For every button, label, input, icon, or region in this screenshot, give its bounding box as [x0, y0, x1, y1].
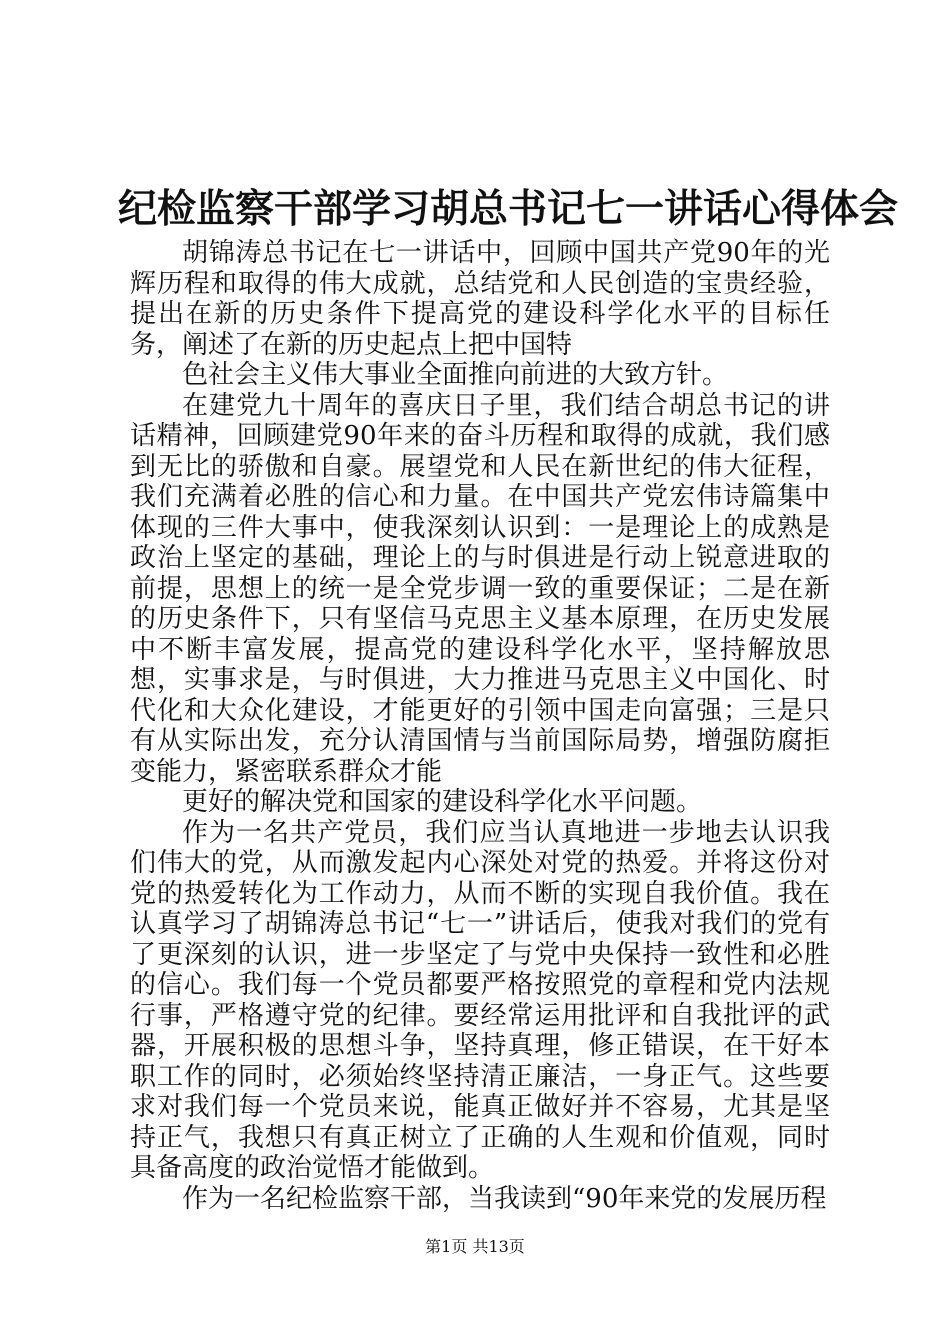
document-body: [130, 238, 830, 1214]
paragraph: 在建党九十周年的喜庆日子里，我们结合胡总书记的讲话精神，回顾建党90年来的奋斗历程和取得的成就，我们感到无比的骄傲和自豪。展望党和人民在新世纪的伟大征程，我们充满着必胜的信心和力量。在中国共产党宏伟诗篇集中体现的三件大事中，使我深刻认识到：一是理论上的成熟是政治上坚定的基础，理论上的与时俱进是行动上锐意进取的前提，思想上的统一是全党步调一致的重要保证；二是在新的历史条件下，只有坚信马克思主义基本原理，在历史发展中不断丰富发展，提高党的建设科学化水平，坚持解放思想，实事求是，与时俱进，大力推进马克思主义中国化、时代化和大众化建设，才能更好的引领中国走向富强；三是只有从实际出发，充分认清国情与当前国际局势，增强防腐拒变能力，紧密联系群众才能: [130, 390, 830, 787]
paragraph: 更好的解决党和国家的建设科学化水平问题。: [182, 787, 703, 817]
paragraph: 胡锦涛总书记在七一讲话中，回顾中国共产党90年的光辉历程和取得的伟大成就，总结党和人民创造的宝贵经验，提出在新的历史条件下提高党的建设科学化水平的目标任务，阐述了在新的历史起点上把中国特: [130, 238, 830, 360]
paragraph: 色社会主义伟大事业全面推向前进的大致方针。: [182, 360, 729, 390]
page-footer: 第1页 共13页: [425, 1237, 525, 1256]
paragraph: 作为一名共产党员，我们应当认真地进一步地去认识我们伟大的党，从而激发起内心深处对党的热爱。并将这份对党的热爱转化为工作动力，从而不断的实现自我价值。我在认真学习了胡锦涛总书记“七一”讲话后，使我对我们的党有了更深刻的认识，进一步坚定了与党中央保持一致性和必胜的信心。我们每一个党员都要严格按照党的章程和党内法规行事，严格遵守党的纪律。要经常运用批评和自我批评的武器，开展积极的思想斗争，坚持真理，修正错误，在干好本职工作的同时，必须始终坚持清正廉洁，一身正气。这些要求对我们每一个党员来说，能真正做好并不容易，尤其是坚持正气，我想只有真正树立了正确的人生观和价值观，同时具备高度的政治觉悟才能做到。: [130, 817, 830, 1183]
paragraph: 作为一名纪检监察干部，当我读到“90年来党的发展历程: [182, 1183, 827, 1214]
document-title: 纪检监察干部学习胡总书记七一讲话心得体会: [118, 186, 899, 232]
